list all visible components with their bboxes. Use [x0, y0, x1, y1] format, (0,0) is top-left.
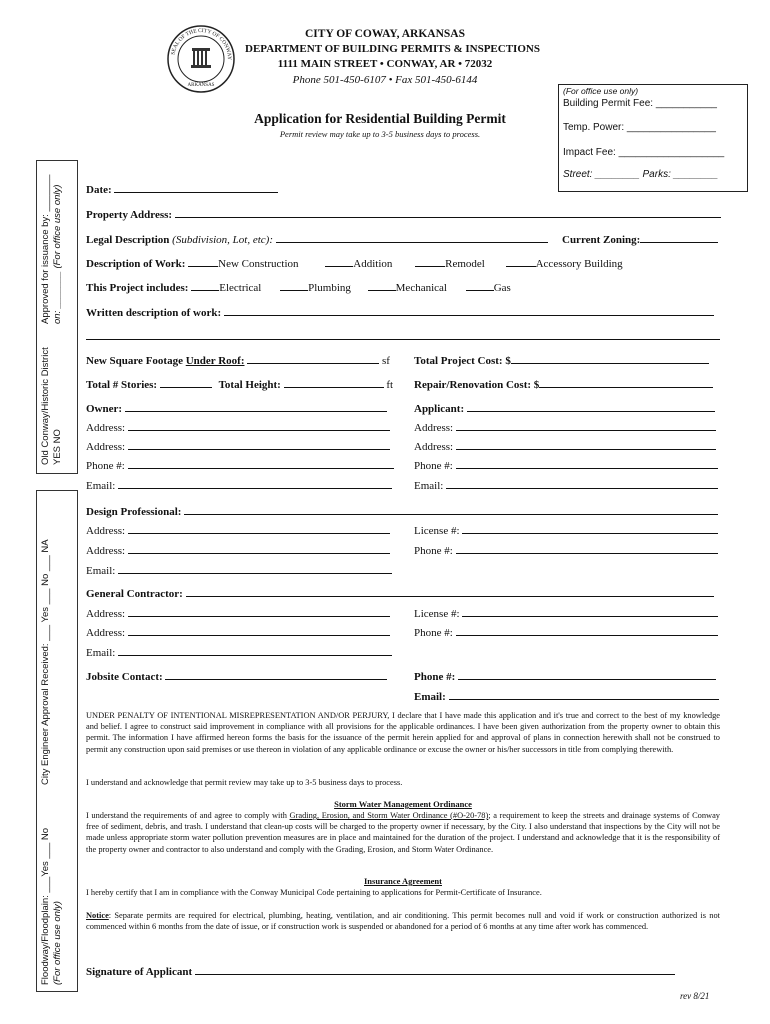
property-address-row	[86, 205, 721, 221]
electrical-label: Electrical	[219, 282, 262, 294]
design-address-field-2[interactable]	[128, 541, 390, 554]
stories-field[interactable]	[160, 375, 212, 388]
under-roof-label: Under Roof:	[185, 355, 245, 367]
jobsite-phone-field[interactable]	[458, 667, 716, 680]
storm-ordinance-link[interactable]: Grading, Erosion, and Storm Water Ordinance (#O-20-78)	[289, 811, 489, 820]
design-license	[414, 521, 718, 537]
jobsite-email-label: Email:	[414, 691, 446, 703]
header-city: CITY OF COWAY, ARKANSAS	[305, 28, 465, 40]
zoning-label: Current Zoning:	[562, 234, 641, 246]
applicant-label: Applicant:	[414, 403, 465, 415]
engineer-approval[interactable]: City Engineer Approval Received: ___ Yes ___ No ___ NA	[40, 539, 51, 785]
sf-unit: sf	[381, 355, 390, 367]
storm-title: Storm Water Management Ordinance	[334, 799, 472, 809]
design-address-2	[86, 541, 390, 557]
notice-text: : Separate permits are required for electrical, plumbing, heating, ventilation, and air conditioning. This permit becomes null and void if work or construction authorized is not commenced within 6 months from the date of issue, or if construction work is suspended or abandoned for a period of 6 months at any time after work has commenced.	[86, 911, 720, 932]
owner-field[interactable]	[125, 399, 387, 412]
design-email-field[interactable]	[118, 561, 392, 574]
gc-phone-field[interactable]	[456, 623, 718, 636]
gc-address-field-2[interactable]	[128, 623, 390, 636]
address-label: Address:	[86, 608, 126, 620]
gc-address-2	[86, 623, 390, 639]
impact-fee-field[interactable]: Impact Fee: ___________________	[563, 147, 725, 158]
electrical-check[interactable]	[191, 278, 219, 291]
reno-cost-row	[414, 375, 713, 391]
work-row	[86, 254, 623, 270]
jobsite-phone-label: Phone #:	[414, 671, 456, 683]
gc-license	[414, 604, 718, 620]
floodplain[interactable]: Floodway/Floodplain: ___Yes ___ No	[40, 827, 51, 985]
floodplain-note: (For office use only)	[52, 901, 63, 985]
historic-yes-no[interactable]: YES NO	[52, 429, 63, 465]
owner-phone	[86, 456, 394, 472]
svg-text:ARKANSAS: ARKANSAS	[187, 83, 215, 88]
applicant-phone	[414, 456, 718, 472]
total-cost-field[interactable]	[511, 351, 709, 364]
notice-label: Notice	[86, 911, 109, 920]
applicant-address-2	[414, 437, 716, 453]
desc-work-label: Description of Work:	[86, 258, 186, 270]
written-desc-label: Written description of work:	[86, 307, 222, 319]
applicant-field[interactable]	[467, 399, 715, 412]
address-label: Address:	[86, 545, 126, 557]
addition-label: Addition	[353, 258, 393, 270]
date-row	[86, 180, 278, 196]
street-parks-field[interactable]: Street: ________ Parks: ________	[563, 169, 719, 180]
email-label: Email:	[86, 647, 116, 659]
city-seal	[166, 24, 236, 94]
jobsite-row	[86, 667, 387, 683]
jobsite-label: Jobsite Contact:	[86, 671, 163, 683]
owner-row	[86, 399, 387, 415]
design-address-1	[86, 521, 390, 537]
date-field[interactable]	[114, 180, 278, 193]
remodel-check[interactable]	[415, 254, 445, 267]
design-pro-label: Design Professional:	[86, 506, 182, 518]
gc-phone	[414, 623, 718, 639]
reno-cost-field[interactable]	[539, 375, 713, 388]
gas-label: Gas	[493, 282, 511, 294]
gc-row	[86, 584, 714, 600]
header-phone: Phone 501-450-6107 • Fax 501-450-6144	[292, 74, 478, 86]
ft-unit: ft	[386, 379, 394, 391]
approved-on: on: _______ (For office use only)	[52, 184, 63, 324]
legal-desc-hint: (Subdivision, Lot, etc):	[172, 234, 273, 246]
signature-row	[86, 962, 675, 978]
sqft-row	[86, 351, 390, 367]
gas-check[interactable]	[466, 278, 494, 291]
owner-email	[86, 476, 392, 492]
owner-address-1	[86, 418, 390, 434]
svg-text:SEAL OF THE CITY OF CONWAY: SEAL OF THE CITY OF CONWAY	[170, 27, 233, 61]
storm-paragraph	[86, 810, 720, 855]
plumbing-check[interactable]	[280, 278, 308, 291]
gc-email	[86, 643, 392, 659]
design-pro-field[interactable]	[184, 502, 718, 515]
jobsite-email-field[interactable]	[449, 687, 719, 700]
new-construction-check[interactable]	[188, 254, 218, 267]
applicant-email	[414, 476, 718, 492]
applicant-row	[414, 399, 715, 415]
storm-pre: I understand the requirements of and agree to comply with	[86, 811, 290, 820]
legal-row	[86, 230, 548, 246]
insurance-paragraph: I hereby certify that I am in compliance with the Conway Municipal Code pertaining to applications for Permit-Certificate of Insurance.	[86, 888, 542, 897]
license-label: License #:	[414, 525, 460, 537]
phone-label: Phone #:	[86, 460, 125, 472]
email-label: Email:	[414, 480, 444, 492]
gc-address-1	[86, 604, 390, 620]
design-phone-field[interactable]	[456, 541, 718, 554]
stories-label: Total # Stories:	[86, 379, 158, 391]
gc-label: General Contractor:	[86, 588, 183, 600]
revision-note: rev 8/21	[680, 991, 710, 1001]
building-fee-field[interactable]: Building Permit Fee: ___________	[563, 98, 717, 109]
height-label: Total Height	[218, 379, 278, 391]
owner-email-field[interactable]	[118, 476, 392, 489]
gc-field[interactable]	[186, 584, 714, 597]
design-license-field[interactable]	[462, 521, 718, 534]
includes-label: This Project includes:	[86, 282, 189, 294]
address-label: Address:	[414, 422, 454, 434]
applicant-address-field-1[interactable]	[456, 418, 716, 431]
written-desc-line2[interactable]	[86, 339, 720, 340]
page-title: Application for Residential Building Permit	[254, 111, 506, 126]
mechanical-check[interactable]	[368, 278, 396, 291]
temp-power-field[interactable]: Temp. Power: ________________	[563, 122, 716, 133]
email-label: Email:	[86, 565, 116, 577]
written-desc-row	[86, 303, 714, 319]
total-cost-label: Total Project Cost: $	[414, 355, 511, 367]
gc-license-field[interactable]	[462, 604, 718, 617]
owner-address-2	[86, 437, 390, 453]
phone-label: Phone #:	[414, 627, 453, 639]
phone-label: Phone #:	[414, 545, 453, 557]
header-address: 1111 MAIN STREET • CONWAY, AR • 72032	[277, 58, 493, 70]
zoning-row	[562, 230, 718, 246]
applicant-phone-field[interactable]	[456, 456, 718, 469]
gc-email-field[interactable]	[118, 643, 392, 656]
office-heading: (For office use only)	[563, 86, 639, 96]
page-subtitle: Permit review may take up to 3-5 business days to process.	[279, 129, 481, 139]
sqft-label: New Square Footage	[86, 355, 183, 367]
penalty-paragraph: UNDER PENALTY OF INTENTIONAL MISREPRESENTATION AND/OR PERJURY, I declare that I have made this application and it's true and correct to the best of my knowledge and belief. I agree to construct said improvement in compliance with all provisions for the applicable ordinances. I have been given authorization from the property owner to obtain this permit. The information I have affirmed hereon forms the basis for the issuance of the permit herein applied for and approval of plans in connection herewith shall not be construed to permit any construction upon said premises or use thereon in violation of any applicable ordinance or excuse the owner or his/her successors in title from complying therewith.	[86, 711, 720, 754]
phone-label: Phone #:	[414, 460, 453, 472]
approved-issuance: Approved for issuance by: _______	[40, 174, 51, 324]
design-pro-row	[86, 502, 718, 518]
property-address-field[interactable]	[175, 205, 721, 218]
email-label: Email:	[86, 480, 116, 492]
new-construction-label: New Construction	[218, 258, 299, 270]
office-use-box	[558, 84, 748, 192]
applicant-address-1	[414, 418, 716, 434]
address-label: Address:	[86, 627, 126, 639]
applicant-address-field-2[interactable]	[456, 437, 716, 450]
address-label: Address:	[414, 441, 454, 453]
total-cost-row	[414, 351, 709, 367]
sqft-field[interactable]	[247, 351, 379, 364]
signature-field[interactable]	[195, 962, 675, 975]
plumbing-label: Plumbing	[308, 282, 351, 294]
design-phone	[414, 541, 718, 557]
zoning-field[interactable]	[640, 230, 718, 243]
design-email	[86, 561, 392, 577]
includes-row	[86, 278, 511, 294]
address-label: Address:	[86, 441, 126, 453]
addition-check[interactable]	[325, 254, 353, 267]
date-label: Date:	[86, 184, 112, 196]
notice-paragraph	[86, 910, 720, 932]
jobsite-email	[414, 687, 719, 703]
historic-district: Old Conway/Historic District	[40, 347, 51, 465]
license-label: License #:	[414, 608, 460, 620]
property-address-label: Property Address:	[86, 209, 173, 221]
accessory-label: Accessory Building	[535, 258, 623, 270]
header-department: DEPARTMENT OF BUILDING PERMITS & INSPECTIONS	[245, 43, 540, 55]
owner-phone-field[interactable]	[128, 456, 394, 469]
address-label: Address:	[86, 422, 126, 434]
remodel-label: Remodel	[445, 258, 485, 270]
height-field[interactable]	[284, 375, 384, 388]
written-desc-field[interactable]	[224, 303, 714, 316]
insurance-title: Insurance Agreement	[364, 876, 442, 886]
storm-post: ; a requirement to keep the streets and drainage systems of Conway free of sediment, debris, and trash. I understand that clean-up costs will be charged to the property owner if necessary, by the City. I also understand that inspections by the City will not be made unless appropriate storm water pollution prevention measures are in place and maintained for the duration of the project. I understand and acknowledge that it is the responsibility of the property owner and contractor to also understand and comply with the Grading, Erosion, and Storm Water Ordinance.	[86, 811, 720, 854]
legal-desc-label: Legal Description	[86, 234, 170, 246]
address-label: Address:	[86, 525, 126, 537]
jobsite-phone	[414, 667, 716, 683]
owner-address-field-2[interactable]	[128, 437, 390, 450]
design-address-field-1[interactable]	[128, 521, 390, 534]
stories-row: Total # Stories: Total Height: ft	[86, 375, 393, 391]
review-paragraph: I understand and acknowledge that permit review may take up to 3-5 business days to process.	[86, 778, 403, 787]
applicant-email-field[interactable]	[446, 476, 718, 489]
mechanical-label: Mechanical	[395, 282, 447, 294]
gc-address-field-1[interactable]	[128, 604, 390, 617]
reno-cost-label: Repair/Renovation Cost: $	[414, 379, 540, 391]
signature-label: Signature of Applicant	[86, 966, 193, 978]
jobsite-field[interactable]	[165, 667, 387, 680]
owner-address-field-1[interactable]	[128, 418, 390, 431]
accessory-check[interactable]	[506, 254, 536, 267]
owner-label: Owner:	[86, 403, 123, 415]
legal-desc-field[interactable]	[276, 230, 548, 243]
